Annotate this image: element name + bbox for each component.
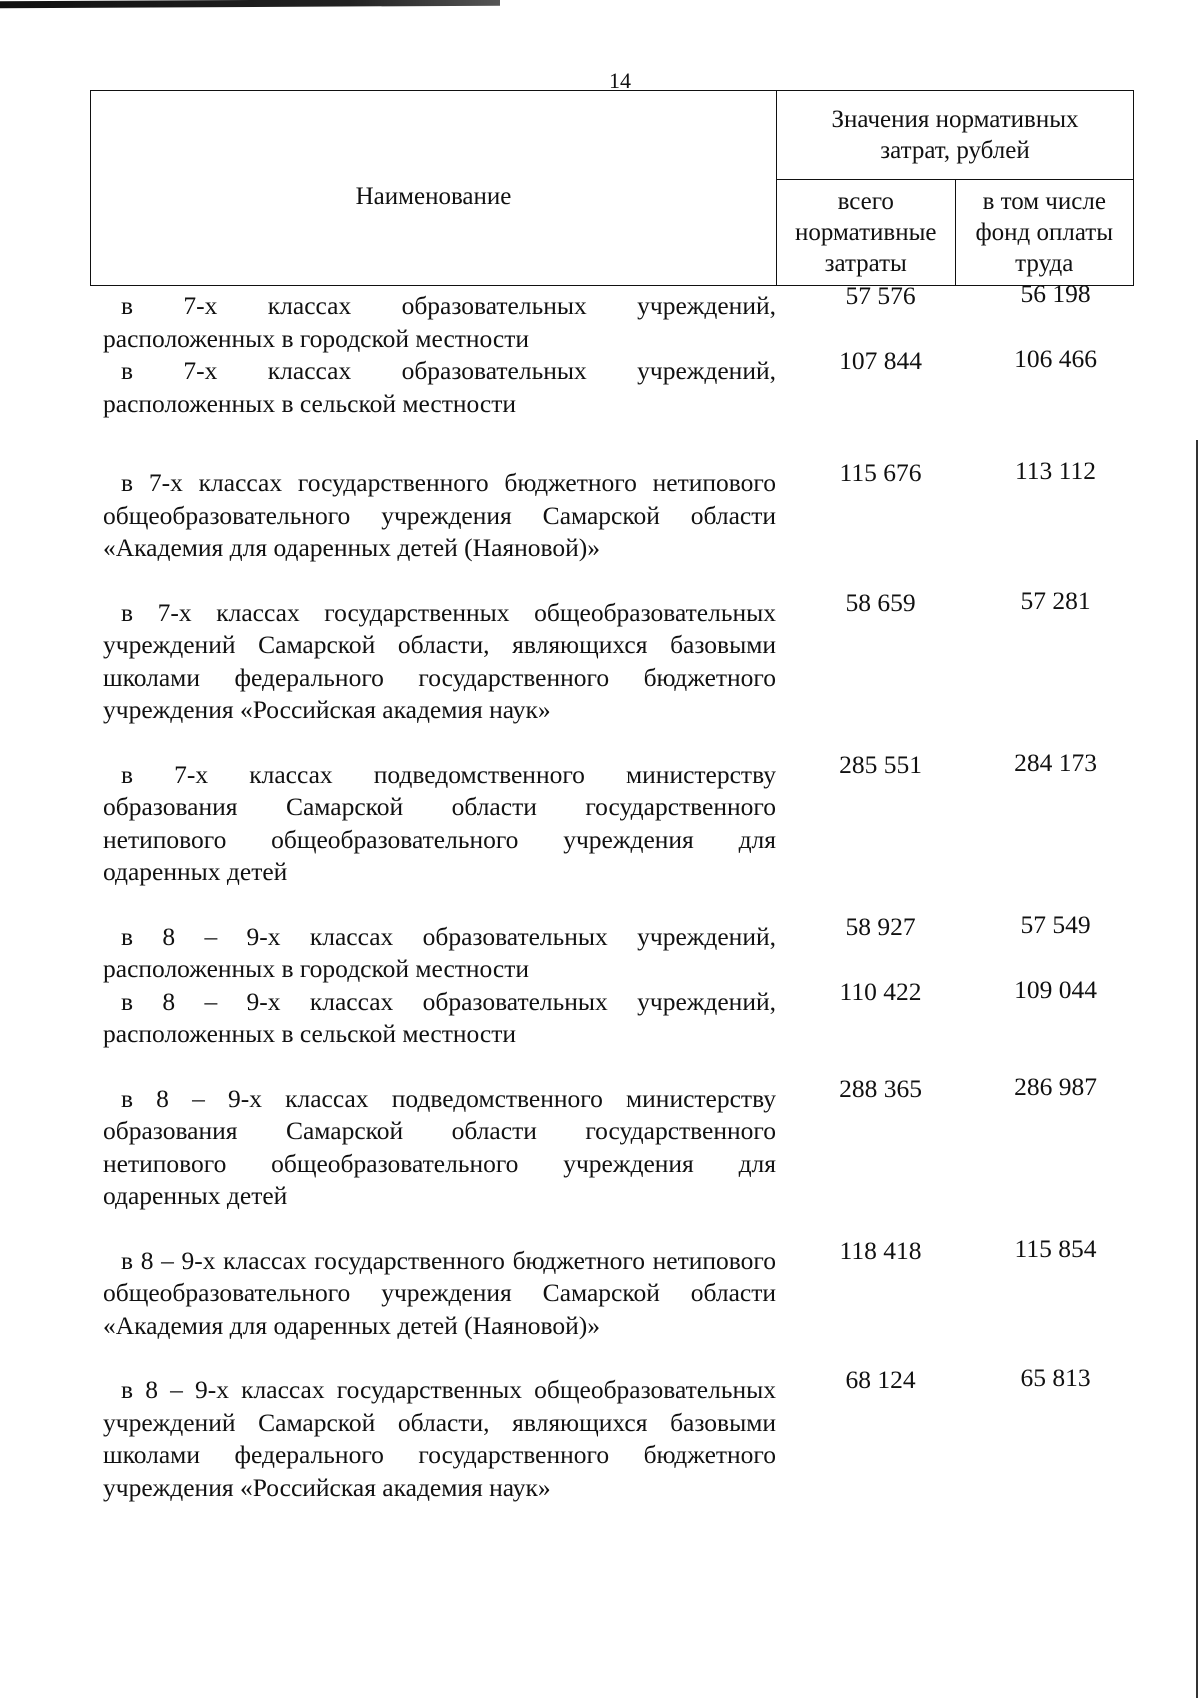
row-total: 58 659	[845, 587, 916, 617]
header-wage-label: в том числе фонд оплаты труда	[975, 188, 1114, 277]
row-name: в 7-х классах государственного бюджетного нетипового общеобразовательного учреждения Самарской области «Академия для одаренных детей (Наяновой)»	[103, 468, 776, 562]
row-total: 68 124	[845, 1365, 916, 1394]
header-wage-column	[955, 180, 1134, 286]
row-wage: 65 813	[1020, 1363, 1091, 1392]
table-row	[103, 456, 1143, 565]
table-row	[103, 974, 1143, 1051]
row-total: 288 365	[839, 1073, 922, 1103]
row-name: в 8 – 9-х классах подведомственного министерству образования Самарской области государственного нетипового общеобразовательного учреждения для одаренных детей	[103, 1083, 776, 1210]
row-name: в 7-х классах образовательных учреждений, расположенных в городской местности	[103, 291, 776, 353]
row-name: в 8 – 9-х классах государственных общеобразовательных учреждений Самарской области, являющихся базовыми школами федерального государственного бюджетного учреждения «Российская академия наук»	[103, 1375, 776, 1502]
row-wage: 56 198	[1020, 279, 1091, 308]
row-name: в 7-х классах государственных общеобразовательных учреждений Самарской области, являющихся базовыми школами федерального государственного бюджетного учреждения «Российская академия наук»	[103, 597, 776, 724]
row-wage: 57 281	[1020, 585, 1091, 615]
row-name: в 8 – 9-х классах образовательных учреждений, расположенных в городской местности	[103, 921, 776, 983]
page-number: 14	[609, 68, 631, 93]
scan-artifact-edge	[1196, 440, 1198, 1698]
row-total: 115 676	[839, 458, 922, 487]
scan-artifact-bar	[0, 0, 500, 8]
table-row	[103, 1233, 1143, 1343]
row-name: в 7-х классах подведомственного министерству образования Самарской области государственного нетипового общеобразовательного учреждения для одаренных детей	[103, 759, 776, 886]
header-name-column: Наименование	[91, 91, 777, 286]
row-total: 110 422	[839, 976, 922, 1006]
table-header	[90, 90, 1134, 286]
row-wage: 113 112	[1015, 456, 1096, 485]
row-total: 107 844	[839, 346, 922, 375]
table-row	[103, 344, 1143, 420]
table-row	[103, 1071, 1143, 1213]
row-total: 58 927	[845, 911, 916, 941]
table-body	[103, 279, 1143, 1504]
table-row	[103, 585, 1143, 727]
row-wage: 106 466	[1014, 344, 1097, 373]
row-wage: 286 987	[1014, 1071, 1097, 1101]
row-name: в 7-х классах образовательных учреждений, расположенных в сельской местности	[103, 356, 776, 418]
row-total: 57 576	[845, 281, 916, 310]
header-values-group	[777, 91, 1134, 180]
row-name: в 8 – 9-х классах образовательных учреждений, расположенных в сельской местности	[103, 986, 776, 1048]
row-total: 118 418	[839, 1235, 922, 1265]
row-wage: 115 854	[1014, 1233, 1097, 1263]
row-wage: 284 173	[1014, 747, 1097, 777]
header-values-group-label: Значения нормативных затрат, рублей	[831, 106, 1079, 164]
table-row	[103, 747, 1143, 889]
table-row	[103, 1363, 1143, 1504]
header-total-column	[777, 180, 956, 286]
row-wage: 109 044	[1014, 974, 1097, 1004]
row-wage: 57 549	[1020, 909, 1091, 939]
header-total-label: всего нормативные затраты	[795, 188, 937, 277]
row-total: 285 551	[839, 749, 922, 779]
row-name: в 8 – 9-х классах государственного бюджетного нетипового общеобразовательного учреждения Самарской области «Академия для одаренных детей (Наяновой)»	[103, 1245, 776, 1340]
